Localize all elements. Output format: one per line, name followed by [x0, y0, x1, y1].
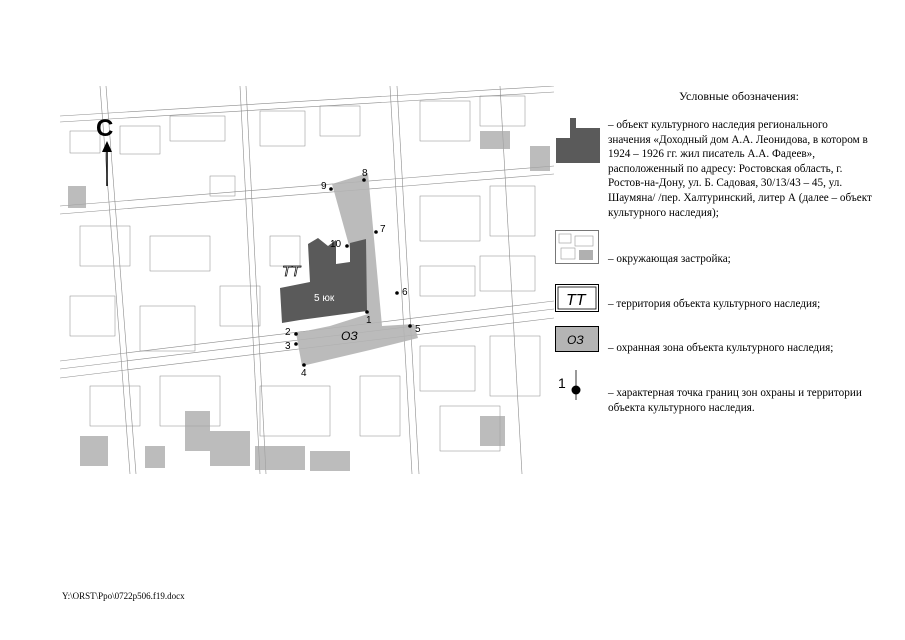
point-3: 3	[285, 341, 291, 352]
point-10: 10	[330, 239, 342, 250]
zone-label: ОЗ	[341, 329, 358, 343]
point-7: 7	[380, 224, 386, 235]
legend-item-object: – объект культурного наследия регионального значения «Доходный дом А.А. Леонидова, в котором в 1924 – 1926 гг. жил писатель А.А. Фадеев», расположенный по адресу: Ростовская область, г. Ростов-на-Дону, ул. Б. Садовая, 30/13/43 – 45, ул. Шаумяна/ /пер. Халтуринский, литер А (далее – объект культурного наследия);	[608, 119, 872, 219]
map-fragment	[60, 86, 554, 474]
north-label: С	[96, 115, 114, 142]
legend-territory-label: ТТ	[566, 292, 586, 309]
legend-zone-label: ОЗ	[567, 333, 584, 347]
legend-symbol-object	[556, 117, 600, 163]
building-label: 5 юк	[314, 293, 335, 304]
legend-title: Условные обозначения:	[679, 89, 800, 103]
cadastral-map	[60, 86, 554, 474]
point-5: 5	[415, 324, 421, 335]
legend-item-territory: – территория объекта культурного наследия;	[608, 298, 821, 310]
point-4: 4	[301, 368, 307, 379]
point-6: 6	[402, 287, 408, 298]
legend-symbol-zone	[555, 326, 599, 352]
legend-point-label: 1	[558, 375, 566, 391]
legend-item-zone: – охранная зона объекта культурного наследия;	[608, 342, 834, 354]
territory-label: ТТ	[282, 263, 301, 280]
legend-item-surroundings: – окружающая застройка;	[608, 253, 731, 265]
point-9: 9	[321, 181, 327, 192]
legend-item-point: – характерная точка границ зон охраны и территории объекта культурного наследия.	[608, 387, 862, 414]
point-1: 1	[366, 315, 372, 326]
file-path-footer: Y:\ORST\Ppo\0722p506.f19.docx	[62, 591, 185, 601]
legend-symbol-surroundings	[555, 230, 599, 264]
legend-symbol-point	[556, 370, 596, 400]
legend-symbol-territory	[555, 284, 599, 312]
point-8: 8	[362, 168, 368, 179]
point-2: 2	[285, 327, 291, 338]
